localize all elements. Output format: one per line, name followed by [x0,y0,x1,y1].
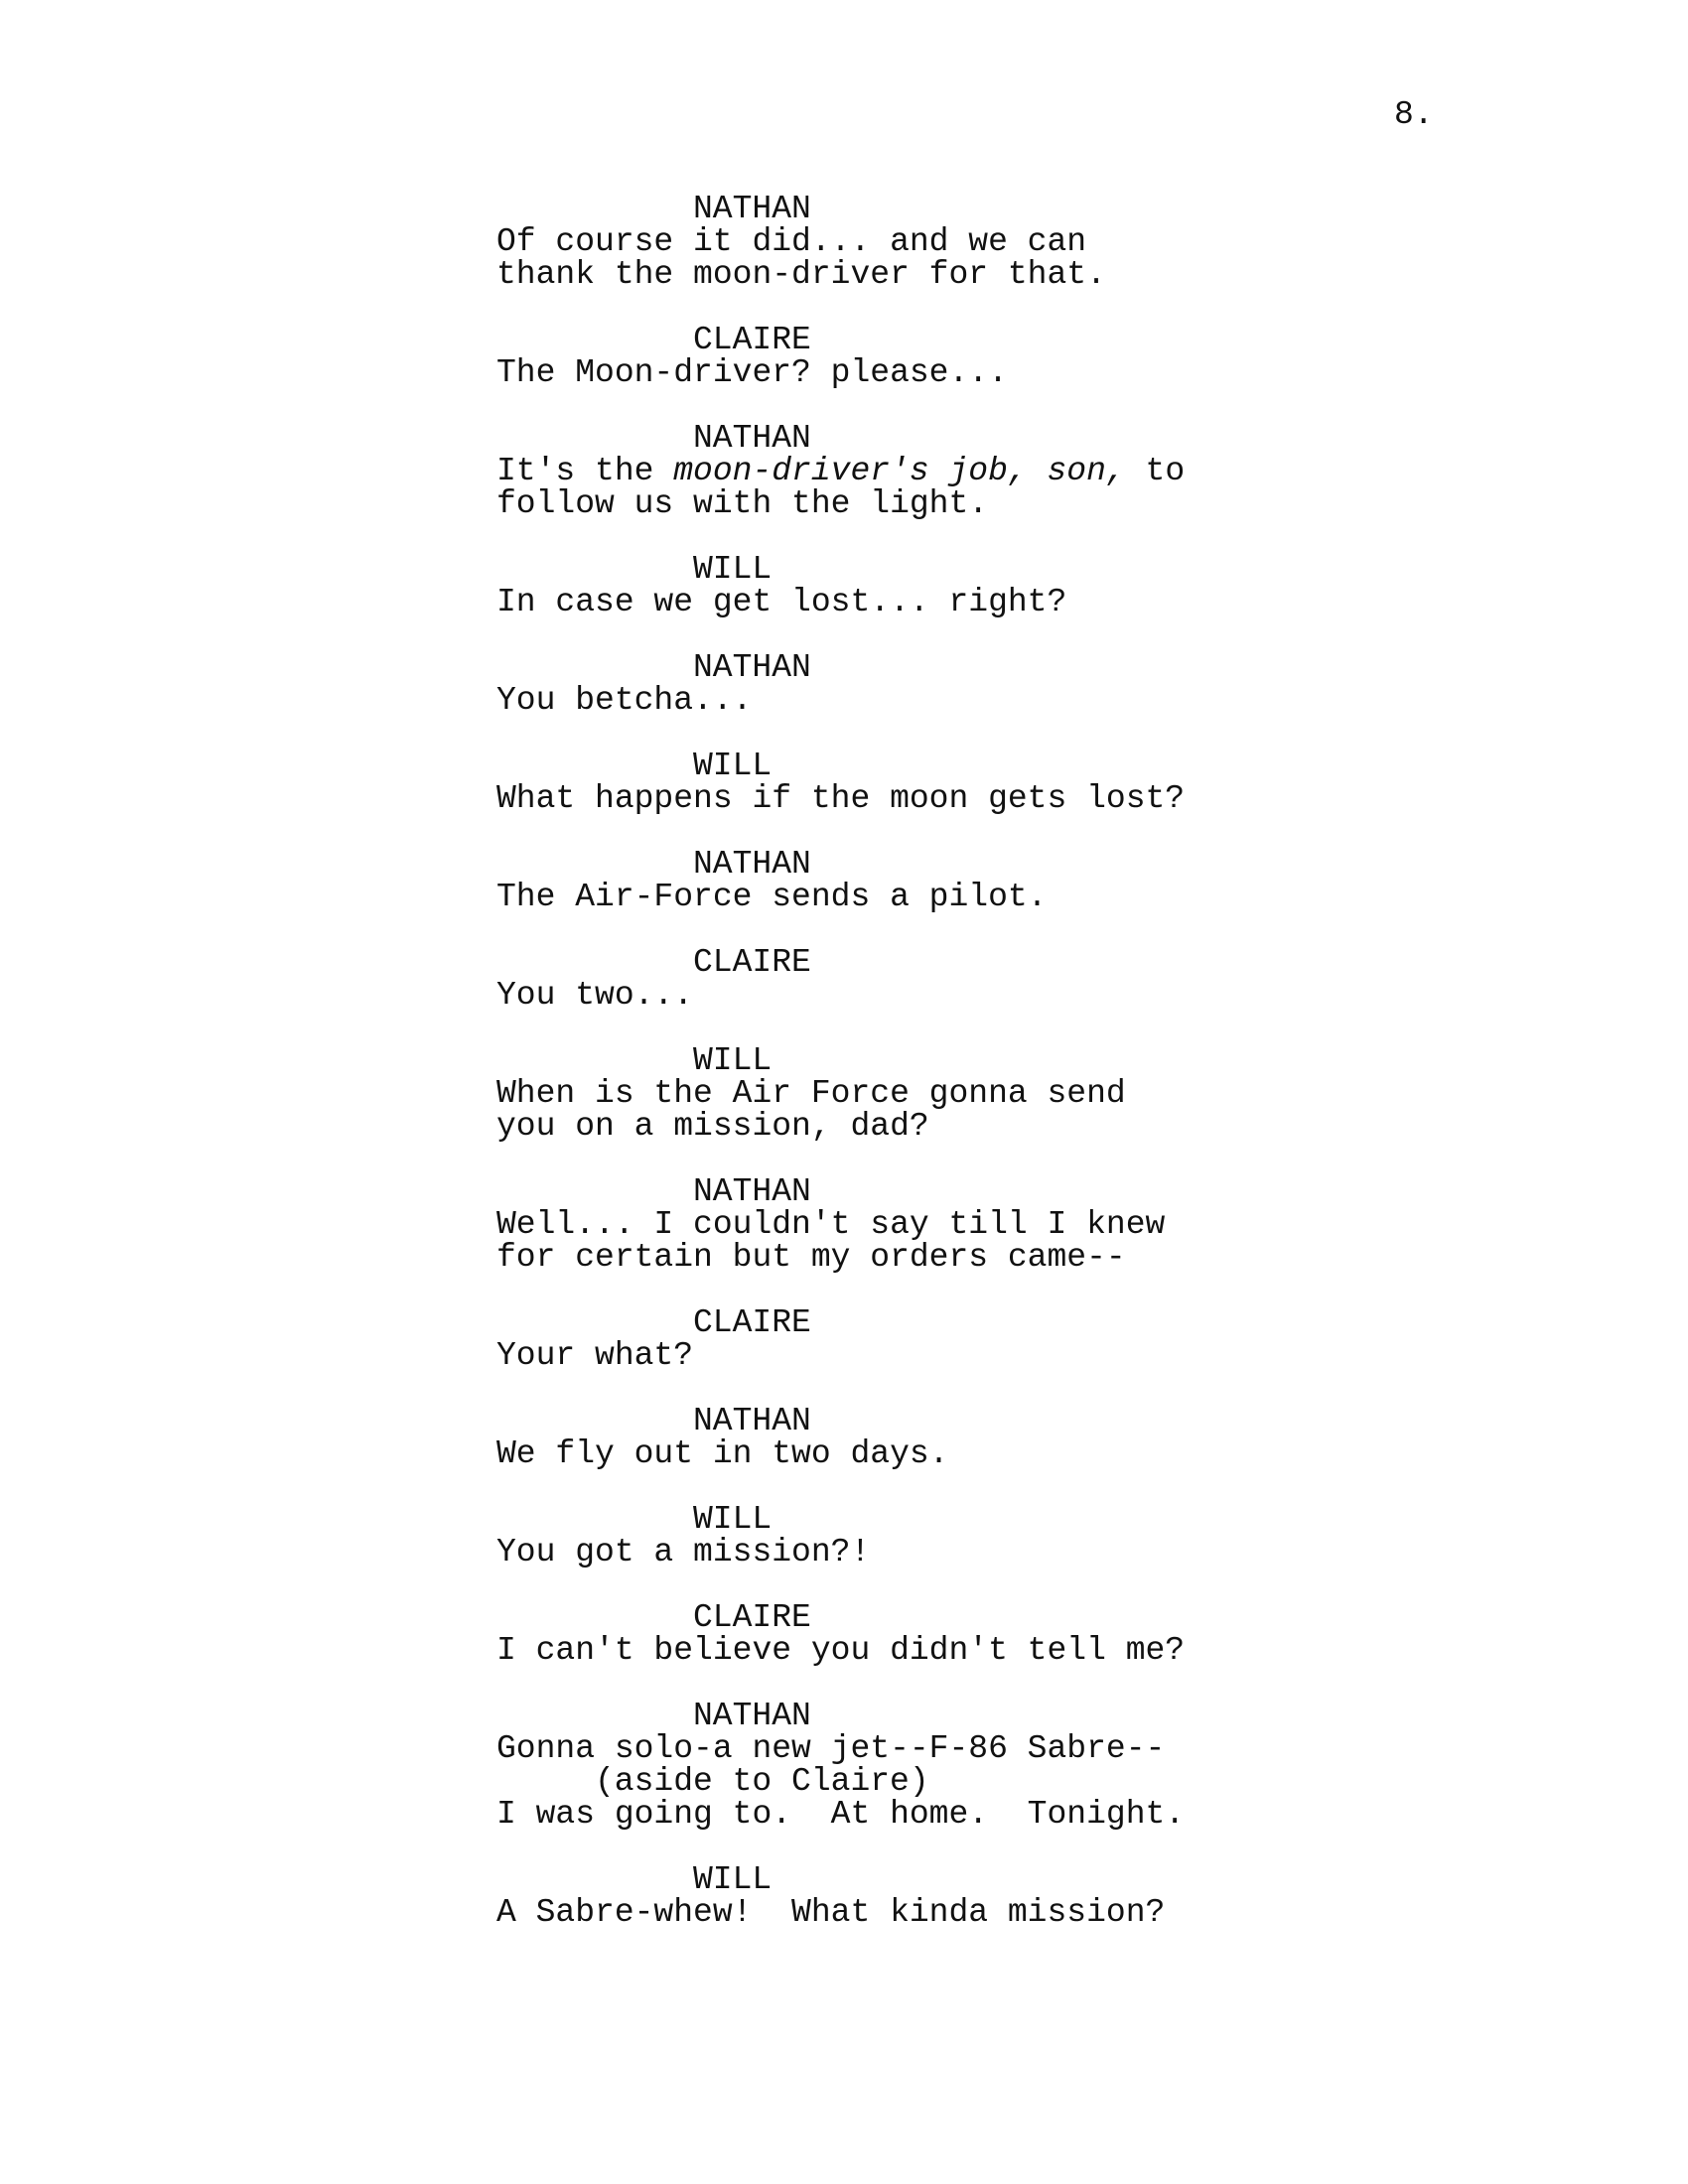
dialogue-line: for certain but my orders came-- [496,1239,1126,1276]
dialogue-block [496,324,1251,389]
character-cue: CLAIRE [693,1599,811,1636]
character-cue: NATHAN [693,846,811,883]
dialogue-text: It's the [496,453,674,489]
dialogue-line: When is the Air Force gonna send [496,1075,1126,1112]
dialogue-line: I can't believe you didn't tell me? [496,1632,1186,1669]
character-cue: WILL [693,748,773,784]
dialogue-line: In case we get lost... right? [496,584,1067,620]
dialogue-block [496,651,1251,717]
character-cue: NATHAN [693,420,811,457]
dialogue-line: you on a mission, dad? [496,1108,929,1145]
page-number: 8. [1394,96,1434,133]
dialogue-line [496,455,1251,487]
character-cue: CLAIRE [693,1304,811,1341]
character-cue: WILL [693,551,773,588]
dialogue-line: You got a mission?! [496,1534,871,1570]
dialogue-block [496,193,1251,291]
dialogue-line: I was going to. At home. Tonight. [496,1796,1186,1833]
dialogue-block [496,1503,1251,1569]
parenthetical: (aside to Claire) [595,1763,929,1800]
character-cue: CLAIRE [693,322,811,358]
dialogue-text: to [1125,453,1186,489]
character-cue: NATHAN [693,191,811,227]
character-cue: NATHAN [693,649,811,686]
dialogue-line: thank the moon-driver for that. [496,256,1106,293]
dialogue-line: Well... I couldn't say till I knew [496,1206,1166,1243]
dialogue-block [496,1863,1251,1929]
dialogue-block [496,1306,1251,1372]
dialogue-line: The Air-Force sends a pilot. [496,879,1048,915]
dialogue-block [496,848,1251,913]
dialogue-line: Of course it did... and we can [496,223,1087,260]
dialogue-block [496,1405,1251,1470]
character-cue: WILL [693,1501,773,1538]
dialogue-line: Your what? [496,1337,694,1374]
dialogue-line: The Moon-driver? please... [496,354,1008,391]
dialogue-block [496,946,1251,1012]
dialogue-line: A Sabre-whew! What kinda mission? [496,1894,1166,1931]
character-cue: NATHAN [693,1698,811,1734]
dialogue-block [496,422,1251,520]
dialogue-line: You two... [496,977,694,1014]
dialogue-line: What happens if the moon gets lost? [496,780,1186,817]
character-cue: WILL [693,1861,773,1898]
dialogue-block [496,1700,1251,1831]
dialogue-block [496,1601,1251,1667]
character-cue: CLAIRE [693,944,811,981]
character-cue: NATHAN [693,1173,811,1210]
emphasized-text: moon-driver's job, son, [673,453,1126,489]
dialogue-block [496,1044,1251,1143]
dialogue-block [496,1175,1251,1274]
dialogue-line: You betcha... [496,682,753,719]
dialogue-block [496,553,1251,618]
dialogue-line: We fly out in two days. [496,1435,949,1472]
dialogue-line: Gonna solo-a new jet--F-86 Sabre-- [496,1730,1166,1767]
dialogue-line: follow us with the light. [496,485,989,522]
screenplay-body [496,193,1251,1962]
character-cue: WILL [693,1042,773,1079]
dialogue-block [496,750,1251,815]
character-cue: NATHAN [693,1403,811,1439]
